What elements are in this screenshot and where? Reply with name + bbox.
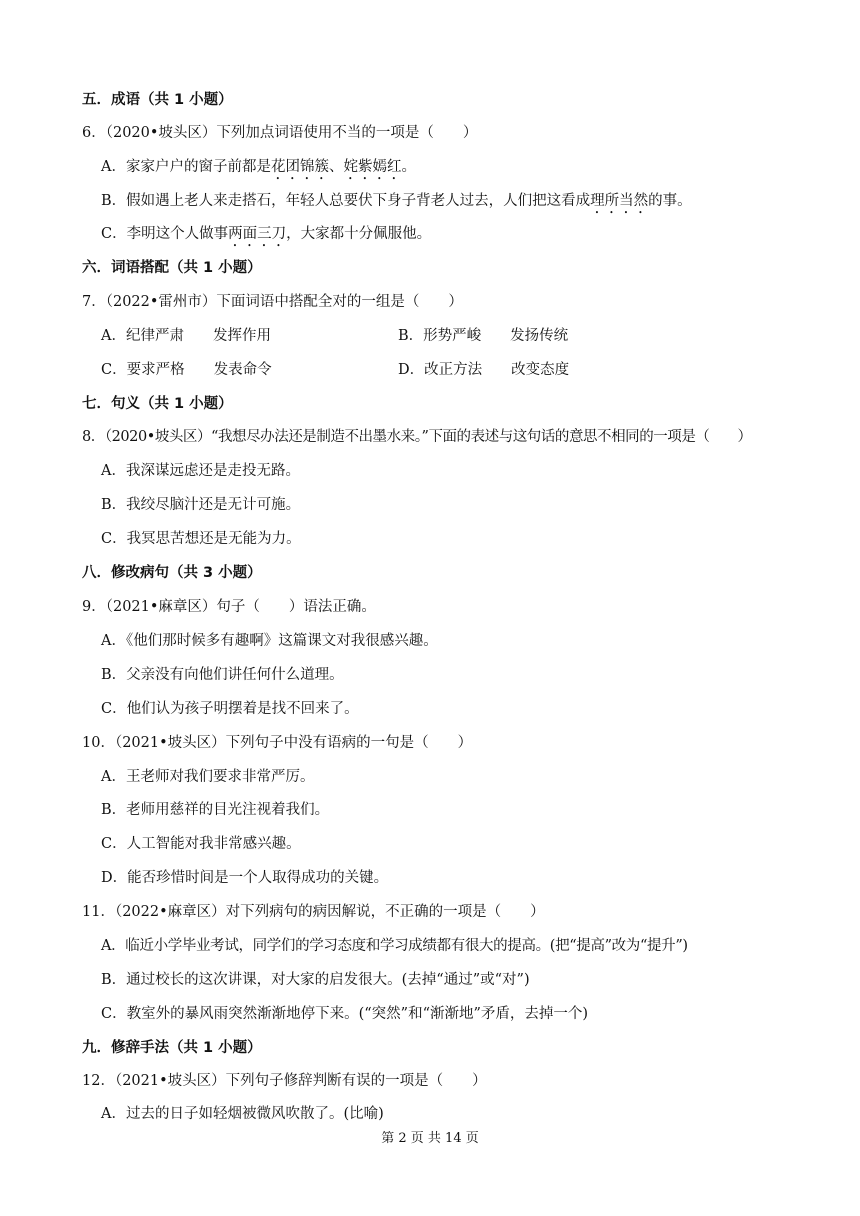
question-8-option-c: C．我冥思苦想还是无能为力。 [101, 531, 301, 547]
question-6-option-a: A．家家户户的窗子前都是花团锦簇、姹紫嫣红。 [101, 159, 416, 175]
question-11-option-b: B．通过校长的这次讲课，对大家的启发很大。(去掉“通过”或“对”) [101, 972, 530, 988]
question-9-stem: 9．（2021•麻章区）句子（ ）语法正确。 [82, 599, 376, 615]
page-number-footer: 第 2 页 共 14 页 [381, 1131, 479, 1146]
dotted-word: 两面三刀 [228, 226, 287, 242]
question-9-option-a: A．《他们那时候多有趣啊》这篇课文对我很感兴趣。 [101, 633, 438, 649]
dotted-word: 花团锦簇 [270, 159, 329, 175]
question-8-option-a: A．我深谋远虑还是走投无路。 [101, 463, 300, 479]
question-6-stem: 6．（2020•坡头区）下列加点词语使用不当的一项是（ ） [82, 125, 478, 141]
question-10-stem: 10．（2021•坡头区）下列句子中没有语病的一句是（ ） [82, 735, 473, 751]
question-7-option-b: B．形势严峻 发扬传统 [398, 328, 569, 344]
question-10-option-b: B．老师用慈祥的目光注视着我们。 [101, 802, 330, 818]
section-heading-rhetoric: 九．修辞手法（共 1 小题） [82, 1040, 262, 1056]
question-7-option-a: A．纪律严肃 发挥作用 [101, 328, 271, 344]
section-heading-sentence-meaning: 七．句义（共 1 小题） [82, 396, 233, 412]
question-11-option-c: C．教室外的暴风雨突然渐渐地停下来。(“突然”和“渐渐地”矛盾，去掉一个) [101, 1006, 589, 1022]
question-9-option-c: C．他们认为孩子明摆着是找不回来了。 [101, 701, 359, 717]
dotted-word: 理所当然 [590, 193, 649, 209]
section-heading-sentence-correction: 八．修改病句（共 3 小题） [82, 565, 262, 581]
question-6-option-b: B．假如遇上老人来走搭石，年轻人总要伏下身子背老人过去，人们把这看成理所当然的事。 [101, 193, 692, 209]
question-9-option-b: B．父亲没有向他们讲任何什么道理。 [101, 667, 344, 683]
question-8-option-b: B．我绞尽脑汁还是无计可施。 [101, 497, 301, 513]
question-12-stem: 12．（2021•坡头区）下列句子修辞判断有误的一项是（ ） [82, 1073, 487, 1089]
section-heading-word-collocation: 六．词语搭配（共 1 小题） [82, 260, 262, 276]
question-10-option-d: D．能否珍惜时间是一个人取得成功的关键。 [101, 870, 389, 886]
question-7-option-d: D．改正方法 改变态度 [398, 362, 570, 378]
question-10-option-c: C．人工智能对我非常感兴趣。 [101, 836, 301, 852]
question-7-stem: 7．（2022•雷州市）下面词语中搭配全对的一组是（ ） [82, 294, 463, 310]
question-10-option-a: A．王老师对我们要求非常严厉。 [101, 769, 315, 785]
question-12-option-a: A．过去的日子如轻烟被微风吹散了。(比喻) [101, 1106, 384, 1122]
question-6-option-c: C．李明这个人做事两面三刀，大家都十分佩服他。 [101, 226, 432, 242]
question-7-option-c: C．要求严格 发表命令 [101, 362, 272, 378]
section-heading-idioms: 五．成语（共 1 小题） [82, 92, 233, 108]
question-11-stem: 11．（2022•麻章区）对下列病句的病因解说，不正确的一项是（ ） [82, 904, 545, 920]
dotted-word: 姹紫嫣红 [343, 159, 402, 175]
question-11-option-a: A．临近小学毕业考试，同学们的学习态度和学习成绩都有很大的提高。(把“提高”改为“提升”) [101, 938, 688, 954]
question-8-stem: 8．（2020•坡头区）“我想尽办法还是制造不出墨水来。”下面的表述与这句话的意思不相同的一项是（ ） [82, 429, 752, 445]
